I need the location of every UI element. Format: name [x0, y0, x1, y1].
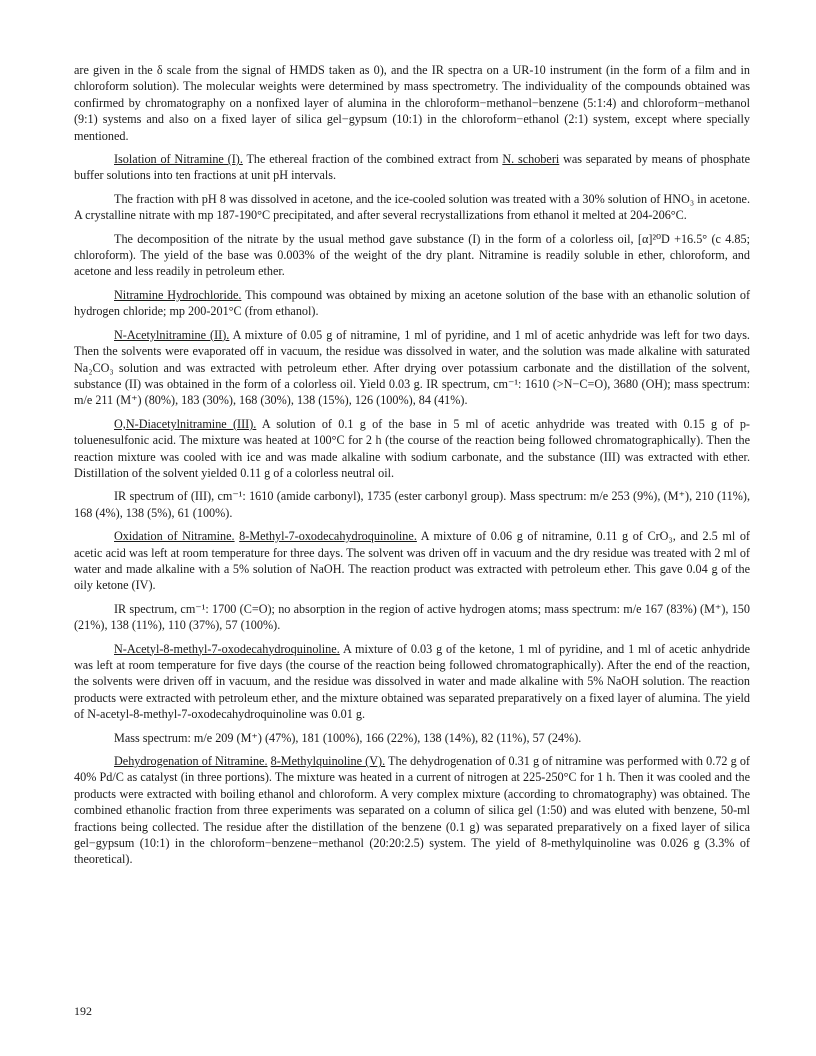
paragraph-text: The dehydrogenation of 0.31 g of nitramine was performed with 0.72 g of 40% Pd/C as catalyst (in three portions). The mixture was heated in a current of nitrogen at 225-250°C for 1 h. Then it was cooled and the products were extracted with boiling ethanol and chloroform. A very complex mixture (according to chromatography) was obtained. The combined ethanolic fraction from three experiments was separated on a column of silica gel (1:50) and was eluted with benzene, 50-ml fractions being collected. The residue after the distillation of the benzene (0.1 g) was separated preparatively on a fixed layer of silica gel−gypsum (10:1) in the chloroform−benzene−methanol (20:20:2.5) system. The yield of 8-methylquinoline was 0.026 g (3.3% of theoretical). [74, 754, 750, 867]
page-number: 192 [74, 1004, 92, 1018]
paragraph-p9 [74, 601, 750, 634]
paragraph-p6 [74, 416, 750, 482]
paragraph-text: The decomposition of the nitrate by the usual method gave substance (I) in the form of a colorless oil, [α]²⁰D +16.5° (c 4.85; chloroform). The yield of the base was 0.003% of the weight of the dry plant. Nitramine is readily soluble in ether, chloroform, and acetone and less readily in petroleum ether. [74, 231, 750, 279]
paragraph-p0 [74, 62, 750, 144]
section-heading: N-Acetyl-8-methyl-7-oxodecahydroquinoline. [114, 641, 340, 656]
section-heading: Dehydrogenation of Nitramine. [114, 754, 268, 769]
section-heading: Isolation of Nitramine (I). [114, 152, 243, 167]
paragraph-p1 [74, 151, 750, 184]
paragraph-p7 [74, 488, 750, 521]
section-heading: N. schoberi [502, 152, 560, 167]
paragraph-text: A mixture of 0.06 g of nitramine, 0.11 g of CrO₃, and 2.5 ml of acetic acid was left at room temperature for three days. The solvent was driven off in vacuum and the dry residue was treated with 2 ml of water and made alkaline with a 5% solution of NaOH. The reaction product was extracted with petroleum ether. This gave 0.04 g of the oily ketone (IV). [74, 529, 750, 593]
paragraph-text: This compound was obtained by mixing an acetone solution of the base with an ethanolic solution of hydrogen chloride; mp 200-201°C (from ethanol). [74, 287, 750, 319]
paragraph-p4 [74, 287, 750, 320]
paragraph-text: IR spectrum, cm⁻¹: 1700 (C=O); no absorption in the region of active hydrogen atoms; mass spectrum: m/e 167 (83%) (M⁺), 150 (21%), 138 (11%), 110 (37%), 57 (100%). [74, 601, 750, 633]
section-heading: O,N-Diacetylnitramine (III). [114, 416, 257, 431]
paragraph-text: IR spectrum of (III), cm⁻¹: 1610 (amide carbonyl), 1735 (ester carbonyl group). Mass spectrum: m/e 253 (9%), (M⁺), 210 (11%), 168 (4%), 138 (5%), 61 (100%). [74, 489, 750, 520]
paragraph-p11 [74, 730, 750, 746]
paragraph-text: The ethereal fraction of the combined extract from [242, 152, 503, 167]
paragraph-text: A mixture of 0.03 g of the ketone, 1 ml of pyridine, and 1 ml of acetic anhydride was left at room temperature for five days (the course of the reaction being followed chromatographically). After the end of the reaction, the solvents were driven off in vacuum, and the residue was dissolved in water and made alkaline with 5% NaOH solution. The reaction products were extracted with petroleum ether, and the mixture obtained was separated preparatively on a fixed layer of alumina. The yield of N-acetyl-8-methyl-7-oxodecahydroquinoline was 0.01 g. [74, 641, 750, 722]
paragraph-p5 [74, 327, 750, 409]
paragraph-p8 [74, 528, 750, 594]
paragraph-p3 [74, 231, 750, 280]
paragraph-text: A mixture of 0.05 g of nitramine, 1 ml of pyridine, and 1 ml of acetic anhydride was left for two days. Then the solvents were evaporated off in vacuum, the residue was dissolved in water, and the solution was made alkaline with saturated Na₂CO₃ solution and was extracted with petroleum ether. After drying over potassium carbonate and the distillation of the solvent, substance (II) was obtained in the form of a colorless oil. Yield 0.03 g. IR spectrum, cm⁻¹: 1610 (>N−C=O), 3680 (OH); mass spectrum: m/e 211 (M⁺) (80%), 183 (30%), 168 (30%), 138 (15%), 126 (100%), 84 (41%). [74, 327, 750, 408]
section-heading: 8-Methylquinoline (V). [270, 754, 386, 769]
section-heading: N-Acetylnitramine (II). [114, 327, 230, 342]
body-text [74, 62, 750, 875]
paragraph-text: are given in the δ scale from the signal of HMDS taken as 0), and the IR spectra on a UR-10 instrument (in the form of a film and in chloroform solution). The molecular weights were determined by mass spectrometry. The individuality of the compounds obtained was confirmed by chromatography on a nonfixed layer of alumina in the chloroform−methanol−benzene (5:1:4) and chloroform−methanol (9:1) systems and also on a fixed layer of silica gel−gypsum (10:1) in the chloroform−ethanol (2:1) system, except where specially mentioned. [74, 63, 750, 143]
section-heading: Oxidation of Nitramine. [114, 529, 235, 544]
paragraph-p12 [74, 753, 750, 868]
paragraph-text: The fraction with pH 8 was dissolved in acetone, and the ice-cooled solution was treated with a 30% solution of HNO₃ in acetone. A crystalline nitrate with mp 187-190°C precipitated, and after several recrystallizations from ethanol it melted at 204-206°C. [74, 191, 750, 223]
paragraph-p10 [74, 641, 750, 723]
paragraph-p2 [74, 191, 750, 224]
paragraph-text: Mass spectrum: m/e 209 (M⁺) (47%), 181 (100%), 166 (22%), 138 (14%), 82 (11%), 57 (24%). [114, 730, 582, 745]
section-heading: Nitramine Hydrochloride. [114, 287, 242, 302]
paragraph-text: A solution of 0.1 g of the base in 5 ml of acetic anhydride was treated with 0.15 g of p-toluenesulfonic acid. The mixture was heated at 100°C for 2 h (the course of the reaction being followed chromatographically). Then the reaction mixture was cooled with ice and was made alkaline with sodium carbonate, and the substance (III) was extracted with ether. Distillation of the solvent yielded 0.11 g of a colorless neutral oil. [74, 416, 750, 480]
section-heading: 8-Methyl-7-oxodecahydroquinoline. [239, 529, 417, 544]
paragraph-text: was separated by means of phosphate buffer solutions into ten fractions at unit pH intervals. [74, 152, 750, 183]
